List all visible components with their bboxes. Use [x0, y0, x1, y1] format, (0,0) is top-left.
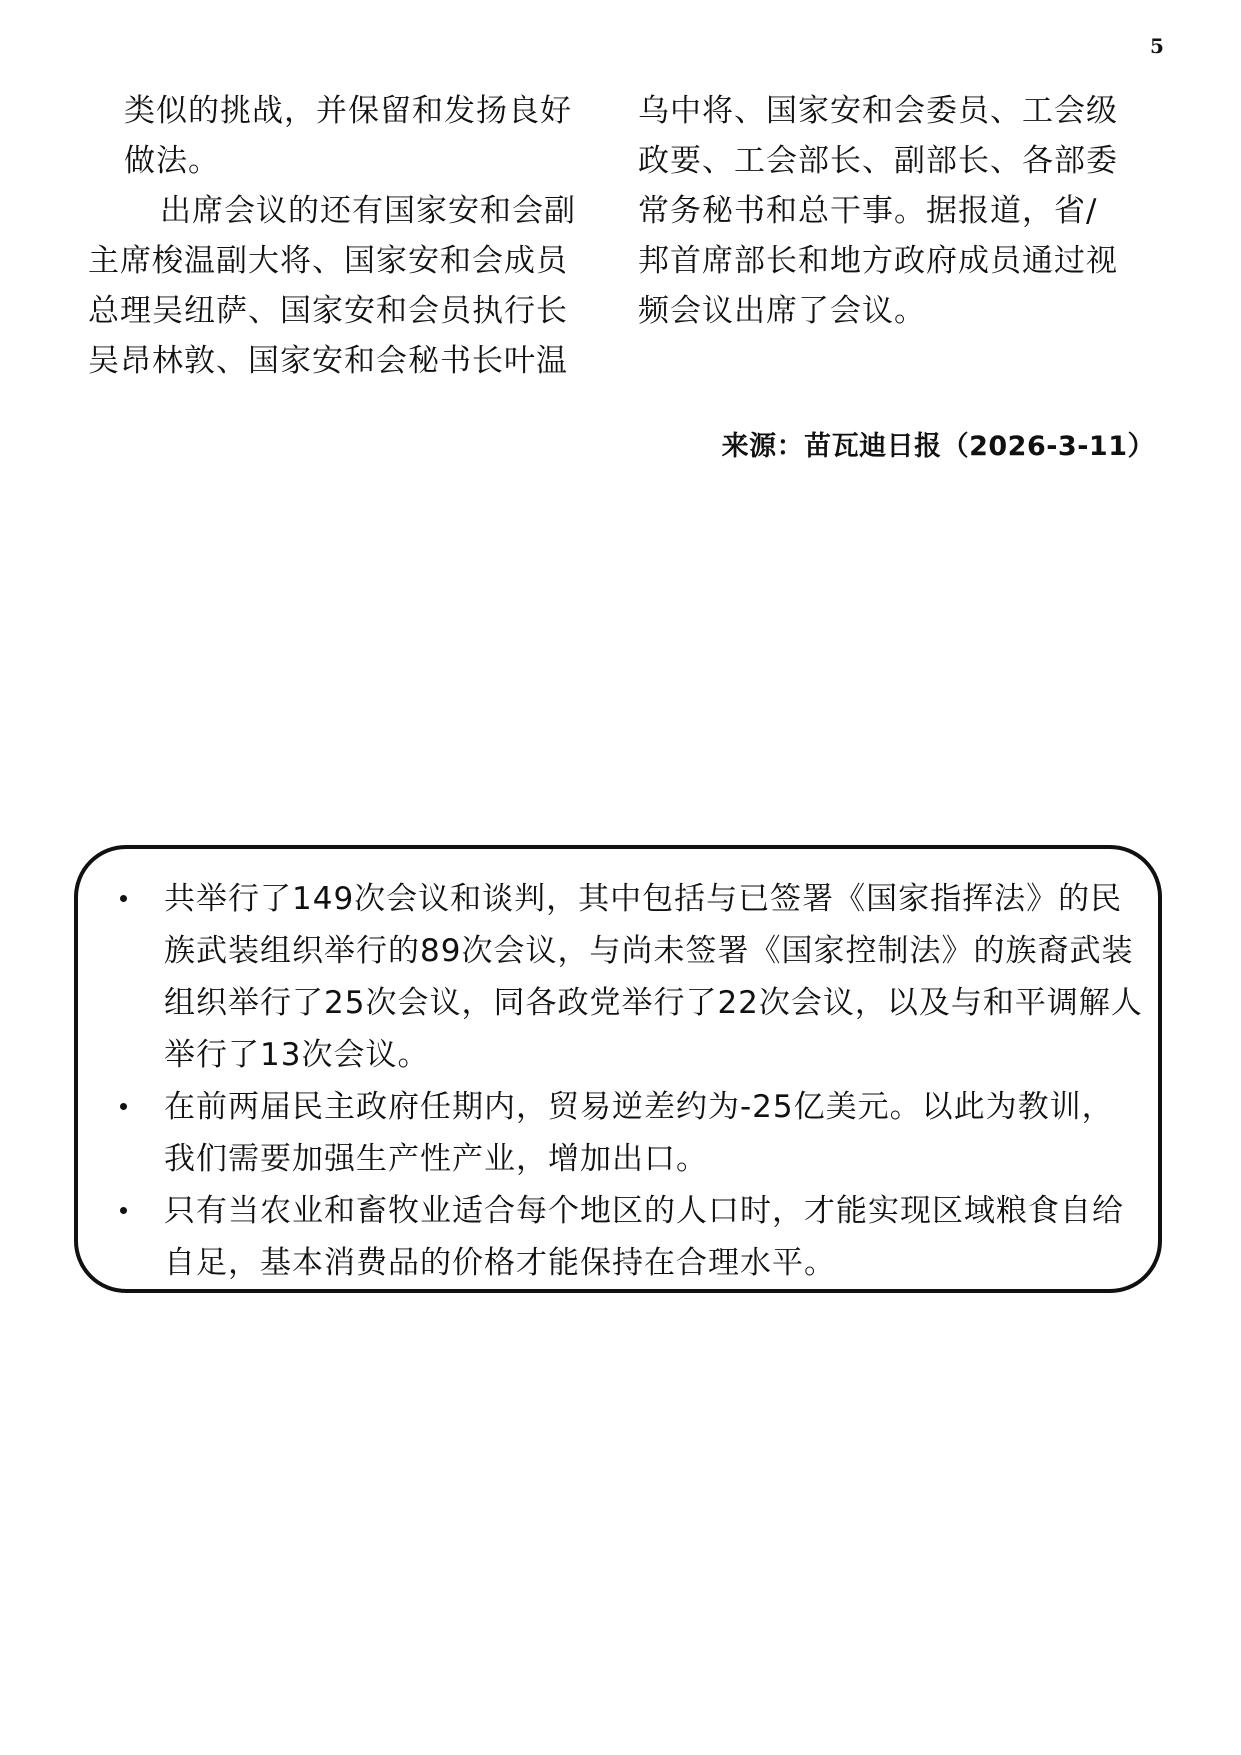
bullet-item	[98, 1081, 1158, 1185]
article-body	[88, 86, 1148, 386]
bullet-dot-icon	[120, 1103, 127, 1110]
summary-box	[74, 845, 1162, 1293]
bullet-line: 在前两届民主政府任期内，贸易逆差约为-25亿美元。以此为教训，	[164, 1089, 1114, 1125]
article-left-column	[88, 86, 606, 386]
article-line: 总理吴纽萨、国家安和会员执行长	[88, 293, 568, 329]
article-line: 主席梭温副大将、国家安和会成员	[88, 243, 568, 279]
article-line: 吴昂林敦、国家安和会秘书长叶温	[88, 343, 568, 379]
bullet-line: 组织举行了25次会议，同各政党举行了22次会议，以及与和平调解人	[164, 985, 1143, 1021]
bullet-dot-icon	[120, 1207, 127, 1214]
article-line: 出席会议的还有国家安和会副	[160, 193, 576, 229]
article-line: 邦首席部长和地方政府成员通过视	[638, 243, 1118, 279]
article-line: 类似的挑战，并保留和发扬良好	[124, 93, 572, 129]
article-line: 乌中将、国家安和会委员、工会级	[638, 93, 1118, 129]
bullet-line: 族武装组织举行的89次会议，与尚未签署《国家控制法》的族裔武装	[164, 933, 1134, 969]
bullet-item	[98, 1185, 1158, 1289]
article-line: 做法。	[124, 143, 220, 179]
page-number: 5	[1150, 34, 1164, 58]
bullet-dot-icon	[120, 895, 127, 902]
bullet-line: 共举行了149次会议和谈判，其中包括与已签署《国家指挥法》的民	[164, 881, 1123, 917]
article-line: 政要、工会部长、副部长、各部委	[638, 143, 1118, 179]
bullet-line: 只有当农业和畜牧业适合每个地区的人口时，才能实现区域粮食自给	[164, 1193, 1124, 1229]
bullet-line: 举行了13次会议。	[164, 1037, 430, 1073]
bullet-list	[98, 873, 1158, 1289]
bullet-item	[98, 873, 1158, 1081]
bullet-line: 自足，基本消费品的价格才能保持在合理水平。	[164, 1245, 836, 1281]
article-line: 常务秘书和总干事。据报道，省/	[638, 193, 1098, 229]
article-line: 频会议出席了会议。	[638, 293, 926, 329]
article-right-column	[638, 86, 1156, 336]
source-citation: 来源：苗瓦迪日报（2026-3-11）	[721, 431, 1155, 462]
bullet-line: 我们需要加强生产性产业，增加出口。	[164, 1141, 708, 1177]
